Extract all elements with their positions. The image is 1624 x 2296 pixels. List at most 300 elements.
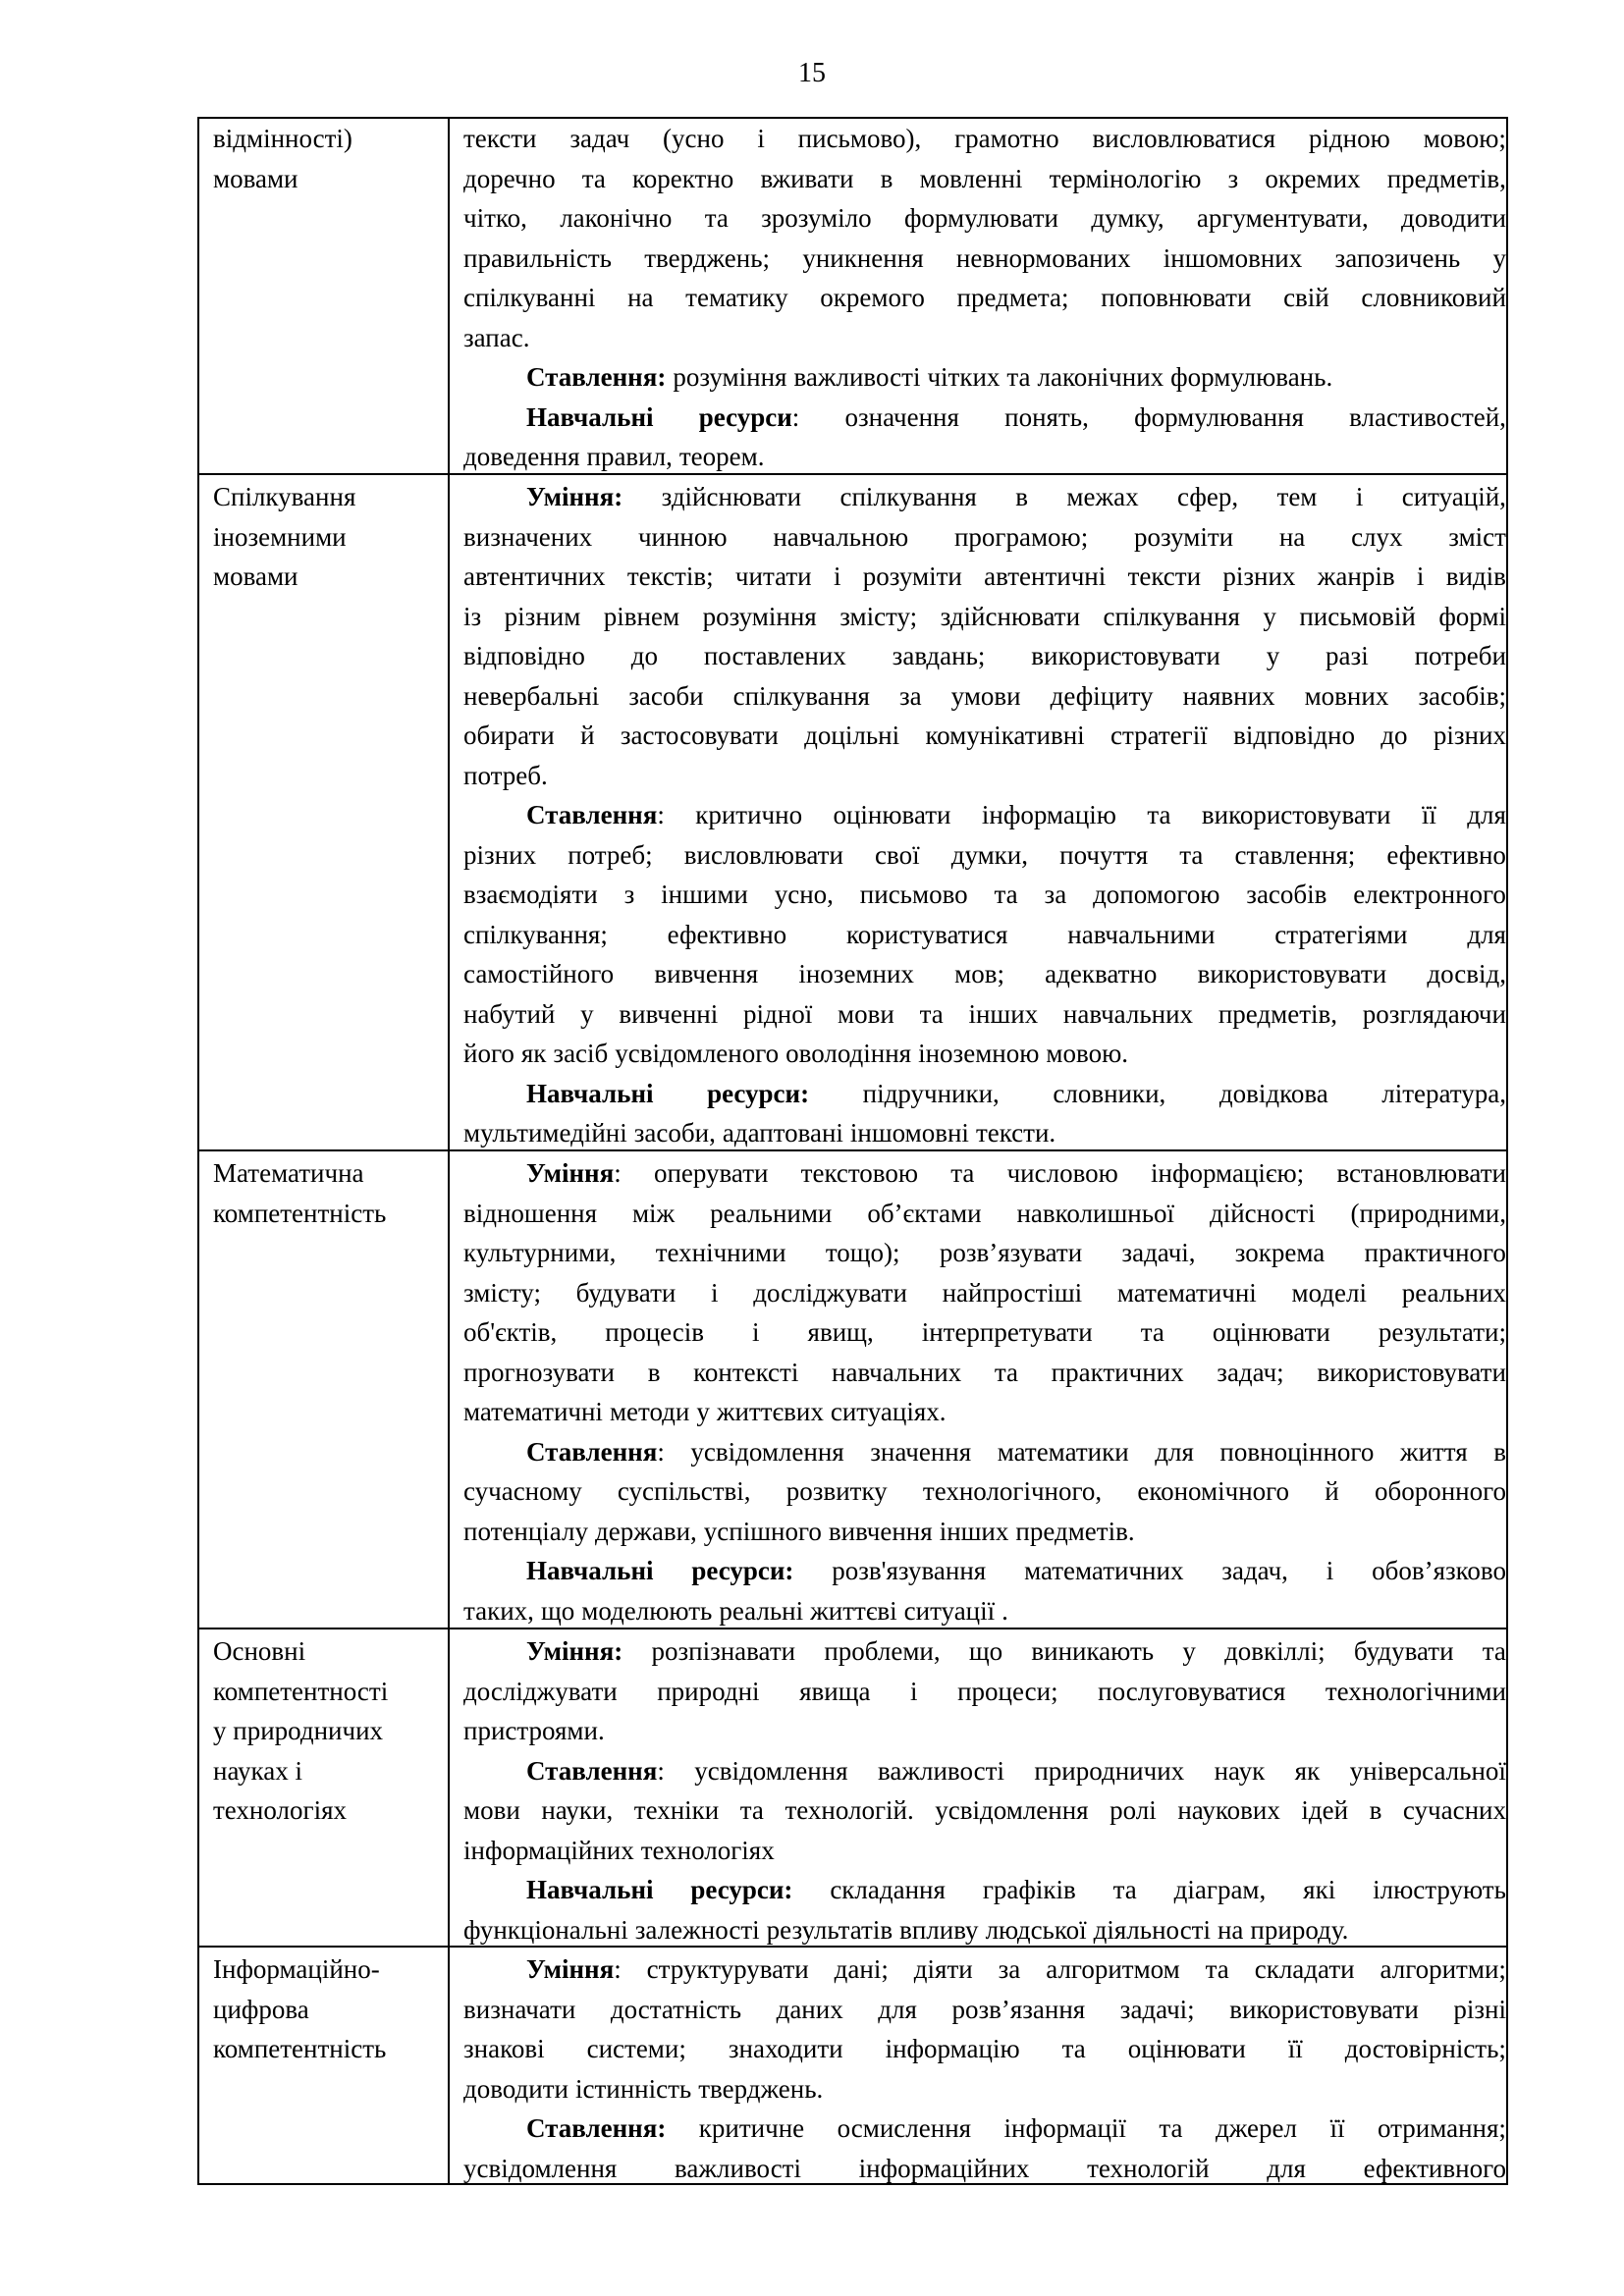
word: вивчення <box>654 959 759 988</box>
text-line <box>463 1751 1506 1791</box>
word: здійснювати <box>940 601 1081 631</box>
word: окремих <box>1265 163 1361 193</box>
word: правил, <box>586 442 673 471</box>
word: до <box>1380 721 1408 750</box>
word: таких, <box>463 1595 534 1626</box>
word: системи; <box>586 2034 686 2063</box>
word: жанрів <box>1317 561 1395 591</box>
word: спілкування; <box>463 919 608 949</box>
word: мови <box>463 1795 520 1825</box>
word: виникають <box>1031 1636 1155 1666</box>
text-line <box>463 1551 1506 1591</box>
word: наук <box>1214 1755 1266 1786</box>
word: об’єктами <box>867 1198 982 1228</box>
word: усвідомлення <box>463 2153 618 2183</box>
word: та <box>919 998 944 1029</box>
word: невнормованих <box>955 242 1131 273</box>
text-line <box>463 1312 1506 1353</box>
word: спілкуванні <box>463 283 596 312</box>
text-line <box>463 437 1506 477</box>
word: спілкування <box>839 482 977 511</box>
text-line <box>463 875 1506 915</box>
word: її <box>1329 2113 1345 2143</box>
word: з <box>1227 163 1239 193</box>
word: чітко, <box>463 203 527 233</box>
word: впливу <box>899 1914 979 1945</box>
word: використовувати <box>1031 641 1220 670</box>
text-line <box>463 119 1506 159</box>
competency-description <box>463 119 1506 477</box>
word: ситуації <box>903 1595 996 1626</box>
word: змісту; <box>839 601 918 631</box>
word: думку, <box>1091 203 1164 233</box>
word: та <box>1205 1954 1229 1984</box>
word: завдань; <box>892 641 986 670</box>
word: критично <box>695 800 803 829</box>
word: взаємодіяти <box>463 880 598 909</box>
word: мультимедійні <box>463 1118 627 1148</box>
word: поставлених <box>703 641 846 670</box>
word: культурними, <box>463 1238 617 1267</box>
word: повноцінного <box>1219 1436 1375 1467</box>
word: проблеми, <box>824 1636 941 1666</box>
word: моделюють <box>581 1595 713 1626</box>
competency-label <box>213 1949 439 2069</box>
word: усвідомленого <box>615 1039 780 1068</box>
word: засоби, <box>633 1118 716 1148</box>
word: мов; <box>954 959 1004 988</box>
label-line: Основні <box>213 1636 306 1666</box>
word: усно, <box>774 880 834 909</box>
word: успішного <box>703 1516 822 1546</box>
word: потреби <box>1414 641 1506 670</box>
word: за <box>998 1954 1021 1984</box>
word: за <box>898 680 922 711</box>
word: даних <box>776 1994 843 2024</box>
paragraph <box>463 1751 1506 1871</box>
word: об'єктів, <box>463 1317 558 1347</box>
section-heading: Навчальні <box>526 1556 654 1585</box>
word: і <box>1355 482 1364 511</box>
word: на <box>627 283 654 312</box>
word: встановлювати <box>1336 1158 1506 1188</box>
word: визначати <box>463 1994 576 2024</box>
word: функціональні <box>463 1914 628 1945</box>
text-line <box>463 1591 1506 1631</box>
word: почуття <box>1059 839 1149 870</box>
word: здійснювати <box>661 482 802 511</box>
word: рівнем <box>603 601 680 631</box>
word: джерел <box>1216 2113 1297 2143</box>
word: й <box>580 721 595 750</box>
word: доводити <box>463 2073 568 2104</box>
word: вивченні <box>619 998 719 1029</box>
word: та <box>1061 2034 1086 2063</box>
word: використовувати <box>1229 1994 1419 2024</box>
word: ситуаціях. <box>830 1397 947 1426</box>
word: розв’язувати <box>939 1238 1083 1267</box>
text-line <box>463 1392 1506 1432</box>
word: зміст <box>1448 521 1506 552</box>
word: сучасному <box>463 1476 582 1506</box>
word: свої <box>875 839 920 870</box>
word: в <box>1015 482 1028 511</box>
word: та <box>704 203 729 233</box>
word: залежності <box>634 1914 760 1945</box>
word: складати <box>1254 1954 1355 1984</box>
word: підручники, <box>862 1078 1000 1108</box>
text-line <box>463 1273 1506 1313</box>
word: змісту; <box>463 1277 541 1308</box>
word: предметів, <box>1386 163 1506 193</box>
text-line <box>463 1074 1506 1114</box>
word: використовувати <box>1317 1357 1506 1387</box>
word: знакові <box>463 2034 545 2063</box>
word: лаконічних <box>1037 362 1164 392</box>
word: її <box>1287 2034 1303 2063</box>
text-line <box>463 954 1506 994</box>
word: лаконічно <box>560 203 673 233</box>
label-line: у природничих <box>213 1716 384 1745</box>
word: предметів. <box>1015 1516 1135 1546</box>
word: для <box>878 1994 917 2024</box>
word: визначених <box>463 521 593 552</box>
competency-description <box>463 477 1506 1153</box>
section-heading: Уміння: <box>526 482 623 511</box>
paragraph <box>463 1949 1506 2109</box>
word: зокрема <box>1234 1238 1326 1267</box>
word: потенціалу <box>463 1516 588 1546</box>
word: чітких <box>927 362 1001 392</box>
word: . <box>1001 1595 1008 1626</box>
paragraph <box>463 1153 1506 1432</box>
competency-label <box>213 477 439 597</box>
section-heading: Ставлення: <box>526 1755 665 1786</box>
word: засобів; <box>1418 680 1506 711</box>
section-heading: ресурси: <box>707 1078 810 1108</box>
text-line <box>463 636 1506 676</box>
word: вивчення <box>828 1516 933 1546</box>
word: оцінювати <box>833 800 951 829</box>
word: інтерпретувати <box>921 1317 1093 1347</box>
word: автентичних <box>463 561 606 591</box>
word: разі <box>1326 641 1369 670</box>
paragraph <box>463 477 1506 795</box>
word: стратегіями <box>1274 919 1408 949</box>
word: мовою. <box>1046 1039 1128 1068</box>
word: та <box>581 163 606 193</box>
word: алгоритмом <box>1046 1954 1180 1984</box>
word: тексти <box>463 124 537 153</box>
word: допомогою <box>1093 880 1220 909</box>
word: й <box>1325 1476 1339 1506</box>
word: письмово), <box>797 124 922 153</box>
text-line <box>463 557 1506 597</box>
word: та <box>994 880 1018 909</box>
word: вживати <box>760 163 854 193</box>
word: та <box>1112 1875 1137 1904</box>
word: користуватися <box>846 919 1008 949</box>
text-line <box>463 795 1506 835</box>
word: технологічними <box>1325 1676 1506 1706</box>
label-line: Інформаційно- <box>213 1954 380 1984</box>
word: контексті <box>693 1357 799 1387</box>
text-line <box>463 517 1506 558</box>
word: словниковий <box>1361 283 1506 312</box>
word: та <box>1140 1317 1164 1347</box>
word: ілюструють <box>1373 1875 1506 1904</box>
text-line <box>463 597 1506 637</box>
label-line: компетентність <box>213 2034 387 2063</box>
text-line <box>463 994 1506 1035</box>
word: доречно <box>463 163 556 193</box>
word: різних <box>463 839 537 870</box>
word: людської <box>985 1914 1087 1945</box>
word: поповнювати <box>1101 283 1252 312</box>
word: значення <box>870 1436 972 1467</box>
word: інформації <box>1003 2113 1126 2143</box>
word: алгоритми; <box>1380 1954 1506 1984</box>
word: видів <box>1445 561 1506 591</box>
paragraph <box>463 2109 1506 2188</box>
paragraph <box>463 795 1506 1074</box>
text-line <box>463 357 1506 398</box>
word: діяльності <box>1093 1914 1211 1945</box>
label-line: компетентності <box>213 1676 389 1706</box>
label-line: науках і <box>213 1755 303 1786</box>
word: обирати <box>463 721 555 750</box>
word: різні <box>1453 1994 1506 2024</box>
competency-label <box>213 119 439 198</box>
word: розглядаючи <box>1362 998 1506 1029</box>
word: як <box>520 1039 547 1068</box>
text-line <box>463 676 1506 717</box>
word: реальних <box>1401 1277 1506 1308</box>
word: процеси; <box>957 1676 1058 1706</box>
word: задачі, <box>1121 1238 1196 1267</box>
word: розуміння <box>673 362 787 392</box>
word: потреб; <box>568 839 653 870</box>
word: у <box>1182 1636 1196 1666</box>
word: відповідно <box>463 641 585 670</box>
section-heading: Уміння: <box>526 1636 623 1666</box>
word: в <box>1493 1436 1506 1467</box>
word: отримання; <box>1377 2113 1506 2143</box>
word: його <box>463 1039 514 1068</box>
word: задач; <box>1217 1357 1284 1387</box>
word: понять, <box>1004 401 1089 432</box>
text-line <box>463 1711 1506 1751</box>
section-heading: Навчальні <box>526 401 654 432</box>
word: реальні <box>719 1595 804 1626</box>
word: формі <box>1438 601 1506 631</box>
word: і <box>711 1277 719 1308</box>
word: розпізнавати <box>651 1636 796 1666</box>
word: в <box>1369 1795 1382 1825</box>
word: оволодіння <box>785 1039 912 1068</box>
word: і <box>833 561 841 591</box>
text-line <box>463 477 1506 517</box>
word: життя <box>1399 1436 1468 1467</box>
word: для <box>1467 800 1506 829</box>
text-line <box>463 2149 1506 2189</box>
word: природу. <box>1250 1914 1349 1945</box>
word: (усно <box>663 124 725 153</box>
word: оцінювати <box>1127 2034 1246 2063</box>
word: уникнення <box>802 242 924 273</box>
word: набутий <box>463 998 556 1029</box>
word: самостійного <box>463 959 615 988</box>
word: різних <box>1433 721 1506 750</box>
paragraph <box>463 357 1506 398</box>
word: істинність <box>574 2073 692 2104</box>
word: електронного <box>1353 880 1506 909</box>
word: і <box>1416 561 1425 591</box>
word: мовою; <box>1423 124 1506 153</box>
word: розв’язання <box>951 1994 1086 2024</box>
word: сучасних <box>1402 1795 1506 1825</box>
word: практичного <box>1364 1238 1506 1267</box>
word: та <box>1147 800 1171 829</box>
word: засіб <box>553 1039 609 1068</box>
word: висловлюватися <box>1092 124 1276 153</box>
text-line <box>463 1153 1506 1194</box>
paragraph <box>463 1074 1506 1153</box>
word: і <box>757 124 765 153</box>
word: інформацію <box>981 800 1116 829</box>
word: діяти <box>913 1954 973 1984</box>
word: рідною <box>1308 124 1390 153</box>
word: технологічного, <box>922 1476 1103 1506</box>
word: та <box>994 1357 1018 1387</box>
section-heading: ресурси: <box>691 1556 794 1585</box>
word: з <box>623 880 635 909</box>
word: довідкова <box>1218 1078 1328 1108</box>
word: математики <box>997 1436 1129 1467</box>
word: запас. <box>463 322 530 352</box>
word: будувати <box>575 1277 677 1308</box>
word: ефективно <box>1386 839 1506 870</box>
word: наукових <box>1177 1795 1280 1825</box>
word: і <box>752 1317 760 1347</box>
page-number: 15 <box>798 58 826 88</box>
paragraph <box>463 398 1506 477</box>
text-line <box>463 1194 1506 1234</box>
word: свій <box>1283 283 1329 312</box>
word: мови <box>838 998 894 1029</box>
word: та <box>1179 839 1204 870</box>
word: дані; <box>834 1954 889 1984</box>
word: коректно <box>632 163 734 193</box>
word: висловлювати <box>683 839 843 870</box>
word: обов’язково <box>1372 1556 1506 1585</box>
word: комунікативні <box>925 721 1085 750</box>
word: розуміти <box>1134 521 1234 552</box>
word: розуміти <box>862 561 962 591</box>
word: найпростіші <box>942 1277 1083 1308</box>
word: її <box>1421 800 1436 829</box>
word: технічними <box>655 1238 786 1267</box>
text-line <box>463 1233 1506 1273</box>
word: рідної <box>743 998 813 1029</box>
word: теорем. <box>678 442 765 471</box>
word: для <box>1155 1436 1194 1467</box>
word: невербальні <box>463 680 600 711</box>
word: слух <box>1351 521 1403 552</box>
word: за <box>1044 880 1067 909</box>
word: методи <box>609 1397 690 1426</box>
word: які <box>1303 1875 1336 1904</box>
word: достовірність; <box>1344 2034 1506 2063</box>
word: графіків <box>982 1875 1076 1904</box>
word: властивостей, <box>1349 401 1506 432</box>
competency-label <box>213 1631 439 1831</box>
word: числовою <box>1006 1158 1118 1188</box>
word: у <box>1263 601 1276 631</box>
word: в <box>880 163 893 193</box>
word: ефективно <box>667 919 787 949</box>
section-heading: Ставлення: <box>526 362 667 392</box>
word: усвідомлення <box>694 1755 848 1786</box>
text-line <box>463 318 1506 358</box>
word: література, <box>1381 1078 1506 1108</box>
word: дійсності <box>1209 1198 1316 1228</box>
text-line <box>463 915 1506 955</box>
word: тексти <box>1127 561 1202 591</box>
word: зрозуміло <box>761 203 872 233</box>
text-line <box>463 756 1506 796</box>
text-line <box>463 2109 1506 2149</box>
word: відношення <box>463 1198 598 1228</box>
word: ролі <box>1110 1795 1157 1825</box>
section-heading: Ставлення: <box>526 2113 667 2143</box>
text-line <box>463 1831 1506 1871</box>
word: до <box>630 641 658 670</box>
word: як <box>1294 1755 1321 1786</box>
word: процесів <box>605 1317 705 1347</box>
word: оборонного <box>1374 1476 1506 1506</box>
text-line <box>463 1113 1506 1153</box>
word: означення <box>844 401 959 432</box>
word: спілкування <box>732 680 870 711</box>
word: що <box>540 1595 575 1626</box>
paragraph <box>463 1870 1506 1949</box>
word: іншомовні <box>849 1118 969 1148</box>
section-heading: Уміння: <box>526 1954 622 1984</box>
word: межах <box>1066 482 1139 511</box>
text-line <box>463 2069 1506 2109</box>
word: словники, <box>1053 1078 1166 1108</box>
word: текстів; <box>626 561 714 591</box>
label-line: відмінності) <box>213 124 352 153</box>
label-line: мовами <box>213 163 298 193</box>
competency-label <box>213 1153 439 1233</box>
text-line <box>463 1870 1506 1910</box>
word: предметів, <box>1218 998 1338 1029</box>
competency-description <box>463 1153 1506 1630</box>
word: реальними <box>710 1198 833 1228</box>
word: застосовувати <box>620 721 779 750</box>
text-line <box>463 1512 1506 1552</box>
text-line <box>463 2029 1506 2069</box>
word: сфер, <box>1177 482 1239 511</box>
word: та <box>1482 1636 1506 1666</box>
text-line <box>463 1672 1506 1712</box>
word: задач, <box>1221 1556 1288 1585</box>
word: усвідомлення <box>690 1436 844 1467</box>
word: текстовою <box>800 1158 919 1188</box>
word: і <box>910 1676 918 1706</box>
